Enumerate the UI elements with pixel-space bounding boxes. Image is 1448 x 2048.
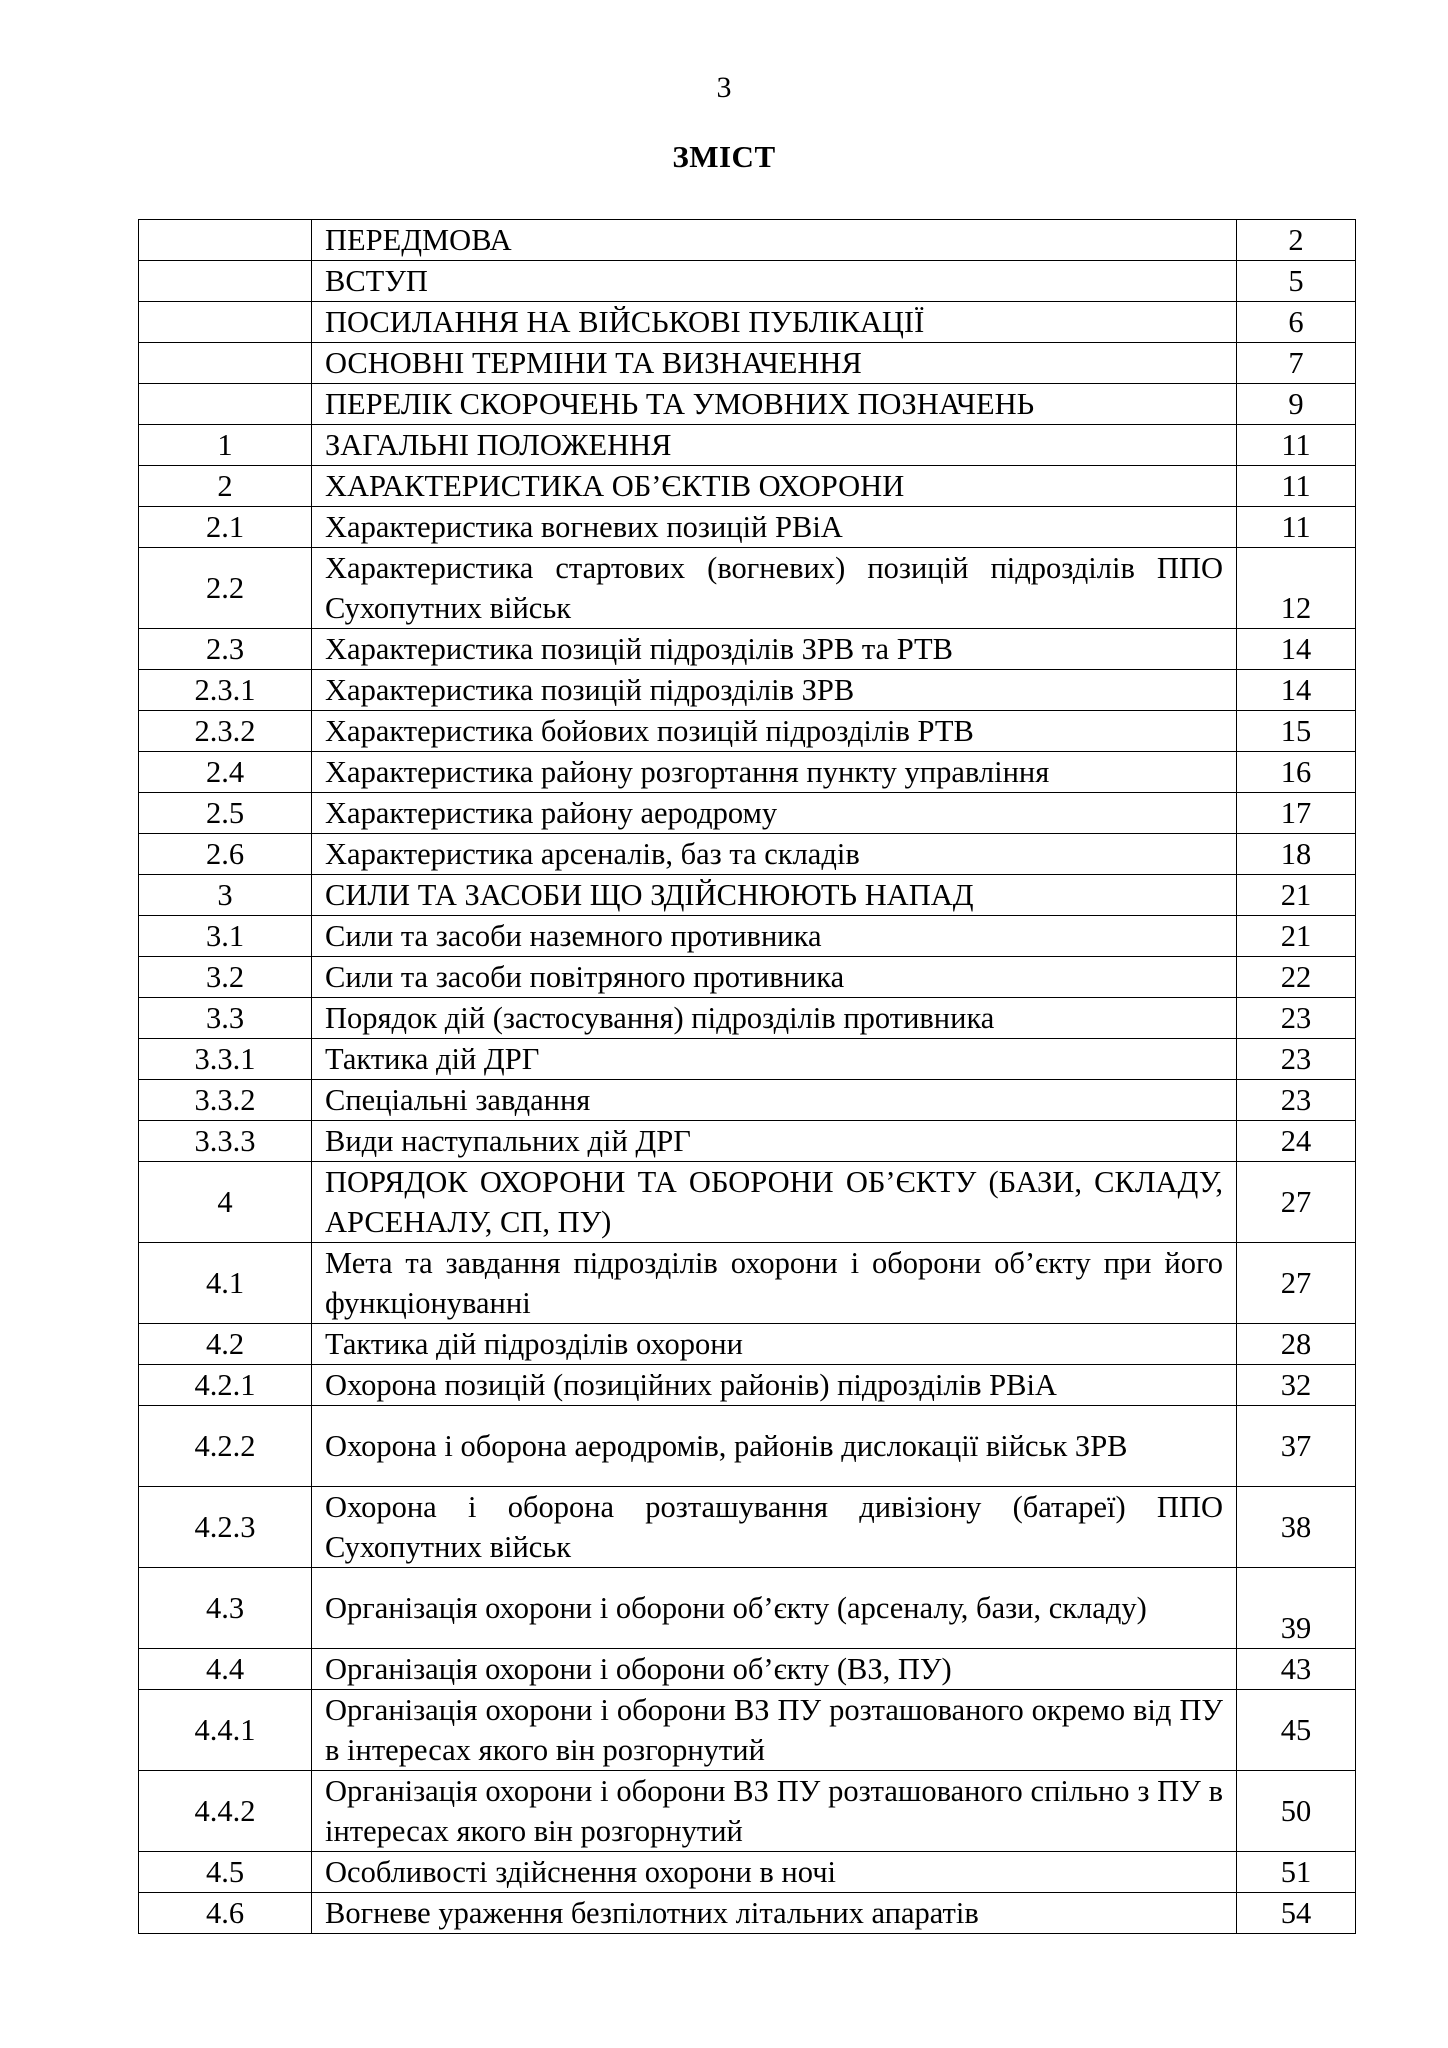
section-page-number: 23 xyxy=(1237,1039,1356,1080)
section-number: 4 xyxy=(139,1162,312,1243)
section-title: ПЕРЕДМОВА xyxy=(312,220,1237,261)
section-page-number: 11 xyxy=(1237,507,1356,548)
section-title: Тактика дій підрозділів охорони xyxy=(312,1324,1237,1365)
section-title: Мета та завдання підрозділів охорони і оборони об’єкту при його функціонуванні xyxy=(312,1243,1237,1324)
section-title: Характеристика вогневих позицій РВіА xyxy=(312,507,1237,548)
toc-row xyxy=(139,1852,1356,1893)
section-page-number: 22 xyxy=(1237,957,1356,998)
section-number: 2.4 xyxy=(139,752,312,793)
section-page-number: 43 xyxy=(1237,1649,1356,1690)
section-page-number: 24 xyxy=(1237,1121,1356,1162)
section-title: Особливості здійснення охорони в ночі xyxy=(312,1852,1237,1893)
section-number: 4.2.2 xyxy=(139,1406,312,1487)
section-title: Характеристика бойових позицій підрозділів РТВ xyxy=(312,711,1237,752)
toc-row xyxy=(139,1893,1356,1934)
section-title: Характеристика стартових (вогневих) позицій підрозділів ППО Сухопутних військ xyxy=(312,548,1237,629)
toc-row xyxy=(139,916,1356,957)
toc-row xyxy=(139,1039,1356,1080)
section-number: 3.1 xyxy=(139,916,312,957)
toc-row xyxy=(139,711,1356,752)
toc-row xyxy=(139,1365,1356,1406)
section-page-number: 11 xyxy=(1237,425,1356,466)
toc-row xyxy=(139,1324,1356,1365)
section-number: 4.4.1 xyxy=(139,1690,312,1771)
section-title: ЗАГАЛЬНІ ПОЛОЖЕННЯ xyxy=(312,425,1237,466)
section-page-number: 12 xyxy=(1237,548,1356,629)
toc-row xyxy=(139,220,1356,261)
section-number: 4.6 xyxy=(139,1893,312,1934)
section-page-number: 18 xyxy=(1237,834,1356,875)
section-page-number: 14 xyxy=(1237,670,1356,711)
section-title: Види наступальних дій ДРГ xyxy=(312,1121,1237,1162)
section-number xyxy=(139,220,312,261)
toc-row xyxy=(139,1568,1356,1649)
section-title: Характеристика позицій підрозділів ЗРВ xyxy=(312,670,1237,711)
section-page-number: 51 xyxy=(1237,1852,1356,1893)
section-number: 4.5 xyxy=(139,1852,312,1893)
section-number: 2.5 xyxy=(139,793,312,834)
section-page-number: 54 xyxy=(1237,1893,1356,1934)
section-page-number: 28 xyxy=(1237,1324,1356,1365)
section-number: 4.3 xyxy=(139,1568,312,1649)
section-title: Характеристика району розгортання пункту управління xyxy=(312,752,1237,793)
section-page-number: 5 xyxy=(1237,261,1356,302)
section-title: Вогневе ураження безпілотних літальних апаратів xyxy=(312,1893,1237,1934)
section-page-number: 9 xyxy=(1237,384,1356,425)
toc-body xyxy=(139,220,1356,1934)
toc-row xyxy=(139,875,1356,916)
section-title: Охорона позицій (позиційних районів) підрозділів РВіА xyxy=(312,1365,1237,1406)
section-number: 3 xyxy=(139,875,312,916)
toc-row xyxy=(139,1690,1356,1771)
section-title: Тактика дій ДРГ xyxy=(312,1039,1237,1080)
section-number: 4.2 xyxy=(139,1324,312,1365)
section-number: 3.3.3 xyxy=(139,1121,312,1162)
section-number: 2.3.2 xyxy=(139,711,312,752)
section-title: ПОРЯДОК ОХОРОНИ ТА ОБОРОНИ ОБ’ЄКТУ (БАЗИ, СКЛАДУ, АРСЕНАЛУ, СП, ПУ) xyxy=(312,1162,1237,1243)
table-of-contents xyxy=(138,219,1356,1934)
toc-row xyxy=(139,1121,1356,1162)
section-title: Характеристика позицій підрозділів ЗРВ та РТВ xyxy=(312,629,1237,670)
toc-row xyxy=(139,548,1356,629)
section-page-number: 37 xyxy=(1237,1406,1356,1487)
section-page-number: 7 xyxy=(1237,343,1356,384)
section-title: СИЛИ ТА ЗАСОБИ ЩО ЗДІЙСНЮЮТЬ НАПАД xyxy=(312,875,1237,916)
section-number: 2.3.1 xyxy=(139,670,312,711)
section-number: 4.2.3 xyxy=(139,1487,312,1568)
toc-row xyxy=(139,302,1356,343)
toc-row xyxy=(139,425,1356,466)
toc-row xyxy=(139,1162,1356,1243)
section-title: Організація охорони і оборони об’єкту (ВЗ, ПУ) xyxy=(312,1649,1237,1690)
section-number: 2.1 xyxy=(139,507,312,548)
section-page-number: 21 xyxy=(1237,875,1356,916)
section-title: ПЕРЕЛІК СКОРОЧЕНЬ ТА УМОВНИХ ПОЗНАЧЕНЬ xyxy=(312,384,1237,425)
section-page-number: 32 xyxy=(1237,1365,1356,1406)
toc-row xyxy=(139,629,1356,670)
section-page-number: 21 xyxy=(1237,916,1356,957)
section-number: 4.4.2 xyxy=(139,1771,312,1852)
section-page-number: 23 xyxy=(1237,1080,1356,1121)
section-number: 2 xyxy=(139,466,312,507)
section-page-number: 23 xyxy=(1237,998,1356,1039)
section-page-number: 27 xyxy=(1237,1162,1356,1243)
page-number: 3 xyxy=(716,71,732,104)
section-title: Охорона і оборона розташування дивізіону (батареї) ППО Сухопутних військ xyxy=(312,1487,1237,1568)
section-number xyxy=(139,384,312,425)
section-page-number: 17 xyxy=(1237,793,1356,834)
section-title: ХАРАКТЕРИСТИКА ОБ’ЄКТІВ ОХОРОНИ xyxy=(312,466,1237,507)
toc-row xyxy=(139,1406,1356,1487)
toc-row xyxy=(139,670,1356,711)
toc-row xyxy=(139,957,1356,998)
section-title: ПОСИЛАННЯ НА ВІЙСЬКОВІ ПУБЛІКАЦІЇ xyxy=(312,302,1237,343)
section-title: Організація охорони і оборони ВЗ ПУ розташованого спільно з ПУ в інтересах якого він розгорнутий xyxy=(312,1771,1237,1852)
section-number: 4.2.1 xyxy=(139,1365,312,1406)
toc-row xyxy=(139,261,1356,302)
toc-row xyxy=(139,1487,1356,1568)
section-page-number: 45 xyxy=(1237,1690,1356,1771)
section-page-number: 50 xyxy=(1237,1771,1356,1852)
toc-row xyxy=(139,752,1356,793)
section-page-number: 11 xyxy=(1237,466,1356,507)
section-title: ОСНОВНІ ТЕРМІНИ ТА ВИЗНАЧЕННЯ xyxy=(312,343,1237,384)
section-page-number: 39 xyxy=(1237,1568,1356,1649)
toc-row xyxy=(139,507,1356,548)
toc-row xyxy=(139,1080,1356,1121)
section-number xyxy=(139,261,312,302)
section-page-number: 6 xyxy=(1237,302,1356,343)
toc-row xyxy=(139,793,1356,834)
section-page-number: 2 xyxy=(1237,220,1356,261)
section-number: 2.6 xyxy=(139,834,312,875)
section-number: 4.1 xyxy=(139,1243,312,1324)
section-number xyxy=(139,343,312,384)
toc-row xyxy=(139,466,1356,507)
section-title: Порядок дій (застосування) підрозділів противника xyxy=(312,998,1237,1039)
toc-row xyxy=(139,1649,1356,1690)
section-page-number: 38 xyxy=(1237,1487,1356,1568)
section-title: Охорона і оборона аеродромів, районів дислокації військ ЗРВ xyxy=(312,1406,1237,1487)
toc-row xyxy=(139,343,1356,384)
section-page-number: 16 xyxy=(1237,752,1356,793)
section-number: 3.3 xyxy=(139,998,312,1039)
section-title: Характеристика арсеналів, баз та складів xyxy=(312,834,1237,875)
section-number: 4.4 xyxy=(139,1649,312,1690)
section-number: 3.3.2 xyxy=(139,1080,312,1121)
page-title: ЗМІСТ xyxy=(672,139,776,174)
section-title: ВСТУП xyxy=(312,261,1237,302)
toc-row xyxy=(139,834,1356,875)
section-number xyxy=(139,302,312,343)
section-title: Сили та засоби повітряного противника xyxy=(312,957,1237,998)
section-number: 2.3 xyxy=(139,629,312,670)
section-number: 1 xyxy=(139,425,312,466)
section-page-number: 15 xyxy=(1237,711,1356,752)
section-page-number: 14 xyxy=(1237,629,1356,670)
section-title: Сили та засоби наземного противника xyxy=(312,916,1237,957)
section-number: 3.2 xyxy=(139,957,312,998)
section-number: 2.2 xyxy=(139,548,312,629)
section-page-number: 27 xyxy=(1237,1243,1356,1324)
toc-row xyxy=(139,384,1356,425)
toc-row xyxy=(139,1771,1356,1852)
section-title: Організація охорони і оборони об’єкту (арсеналу, бази, складу) xyxy=(312,1568,1237,1649)
section-title: Характеристика району аеродрому xyxy=(312,793,1237,834)
toc-row xyxy=(139,998,1356,1039)
section-number: 3.3.1 xyxy=(139,1039,312,1080)
toc-row xyxy=(139,1243,1356,1324)
section-title: Організація охорони і оборони ВЗ ПУ розташованого окремо від ПУ в інтересах якого він розгорнутий xyxy=(312,1690,1237,1771)
section-title: Спеціальні завдання xyxy=(312,1080,1237,1121)
